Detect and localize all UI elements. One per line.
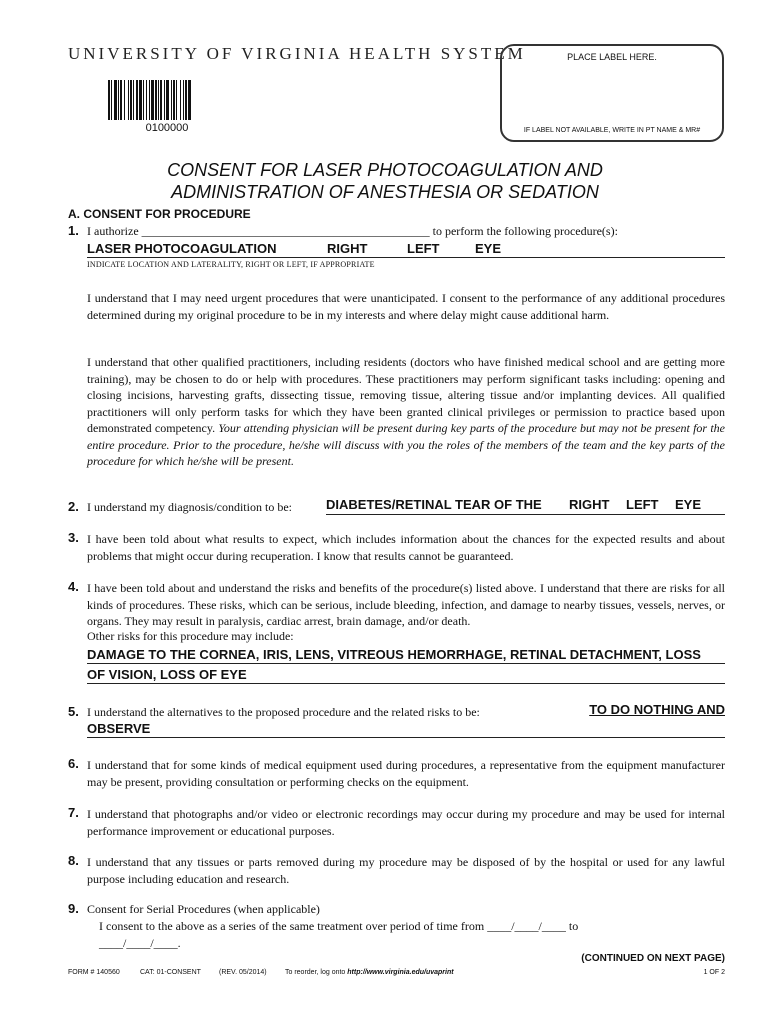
alternatives-field-line-2[interactable] [87,720,725,738]
expected-results-paragraph: I have been told about what results to expect, which includes information about the chances for the expected results and about problems that might occur during recuperation. I know that results cannot be guaranteed. [87,532,725,563]
diagnosis-text: I understand my diagnosis/condition to be: [87,500,292,514]
diagnosis-value: DIABETES/RETINAL TEAR OF THE [326,497,542,512]
item-number: 9. [68,901,79,916]
item-number: 3. [68,530,79,545]
authorize-text: I authorize [87,224,139,238]
other-risks-value-2: OF VISION, LOSS OF EYE [87,667,247,682]
authorize-line [87,224,618,239]
page-number: 1 OF 2 [703,969,725,976]
reorder-link[interactable]: http://www.virginia.edu/uvaprint [347,969,454,976]
item-number: 4. [68,579,79,594]
other-risks-field-line-2[interactable] [87,666,725,684]
item-number: 6. [68,756,79,771]
laterality-right: RIGHT [327,241,368,256]
alternatives-value-2: OBSERVE [87,721,151,736]
physician-blank[interactable]: ________________________________________________ [141,224,430,238]
other-risks-label: Other risks for this procedure may include: [87,629,294,643]
serial-procedures-date-range[interactable]: I consent to the above as a series of the same treatment over period of time from ____/____/____ to [99,919,579,933]
item-number: 2. [68,499,79,514]
tissue-disposal-paragraph: I understand that any tissues or parts removed during my procedure may be disposed of by the hospital or used for any lawful purpose including education and research. [87,855,725,886]
qualified-practitioners-paragraph [87,354,725,470]
item-number: 7. [68,805,79,820]
form-title-line-1: CONSENT FOR LASER PHOTOCOAGULATION AND [167,160,603,180]
procedure-field[interactable] [87,242,725,258]
serial-procedures-end-date[interactable]: ____/____/____. [99,936,181,950]
laterality-eye: EYE [475,241,502,256]
item-number: 5. [68,704,79,719]
institution-name: UNIVERSITY OF VIRGINIA HEALTH SYSTEM [68,44,526,63]
item-number: 8. [68,853,79,868]
attending-physician-text: Your attending physician will be present during key parts of the procedure but may not be present for the entire procedure. Prior to the procedure, he/she will discuss with you the roles of the members of the team and the key parts of the procedure for which he/she will be present. [87,421,725,468]
patient-label-box[interactable] [500,44,724,142]
barcode-number: 0100000 [145,122,189,134]
equipment-representative-paragraph: I understand that for some kinds of medical equipment used during procedures, a representative from the equipment manufacturer may be present, providing consultation or performing checks on the equipment. [87,758,725,789]
procedure-name: LASER PHOTOCOAGULATION [87,241,277,256]
form-revision: (REV. 05/2014) [219,969,267,976]
recordings-paragraph: I understand that photographs and/or video or electronic recordings may occur during my procedure and may be used for internal performance improvement or educational purposes. [87,807,725,838]
diagnosis-left: LEFT [626,497,659,512]
reorder-text: To reorder, log onto [285,969,346,976]
form-category: CAT: 01-CONSENT [140,969,201,976]
alternatives-value-1[interactable]: TO DO NOTHING AND [589,702,725,717]
authorize-text-end: to perform the following procedure(s): [432,224,618,238]
diagnosis-eye: EYE [675,497,702,512]
barcode [108,80,226,120]
continued-notice: (CONTINUED ON NEXT PAGE) [581,953,725,964]
laterality-left: LEFT [407,241,440,256]
reorder-note [285,969,454,976]
urgent-procedures-paragraph: I understand that I may need urgent procedures that were unanticipated. I consent to the performance of any additional procedures determined during my original procedure to be in my interests and where delay might cause additional harm. [87,291,725,322]
other-risks-field-line-1[interactable] [87,646,725,664]
label-box-alternate-instruction: IF LABEL NOT AVAILABLE, WRITE IN PT NAME & MR# [523,127,701,134]
location-hint: INDICATE LOCATION AND LATERALITY, RIGHT OR LEFT, IF APPROPRIATE [87,260,375,269]
other-risks-value-1: DAMAGE TO THE CORNEA, IRIS, LENS, VITREOUS HEMORRHAGE, RETINAL DETACHMENT, LOSS [87,647,701,662]
section-heading: A. CONSENT FOR PROCEDURE [68,207,251,221]
item-number: 1. [68,223,79,238]
risks-paragraph: I have been told about and understand the risks and benefits of the procedure(s) listed above. I understand that there are risks for all kinds of procedures. These risks, which can be serious, include bleeding, infection, and damage to nearby tissues, vessels, nerves, or organs. They may result in paralysis, cardiac arrest, brain damage, and/or death. [87,581,725,628]
label-box-instruction: PLACE LABEL HERE. [567,52,657,62]
alternatives-text: I understand the alternatives to the proposed procedure and the related risks to be: [87,705,480,719]
serial-procedures-heading: Consent for Serial Procedures (when applicable) [87,902,320,916]
diagnosis-field[interactable] [326,497,725,515]
qualified-practitioners-text: I understand that other qualified practitioners, including residents (doctors who have finished medical school and are getting more training), may be chosen to do or help with procedures. These practitioners may perform significant tasks including: opening and closing incisions, harvesting grafts, dissecting tissue, removing tissue, altering tissue and/or implanting devices. All qualified practitioners will only perform tasks for which they have been granted clinical privileges or permission to practice based upon demonstrated competency. [87,355,725,435]
diagnosis-right: RIGHT [569,497,610,512]
form-title-line-2: ADMINISTRATION OF ANESTHESIA OR SEDATION [171,182,599,202]
form-number: FORM # 140560 [68,969,120,976]
